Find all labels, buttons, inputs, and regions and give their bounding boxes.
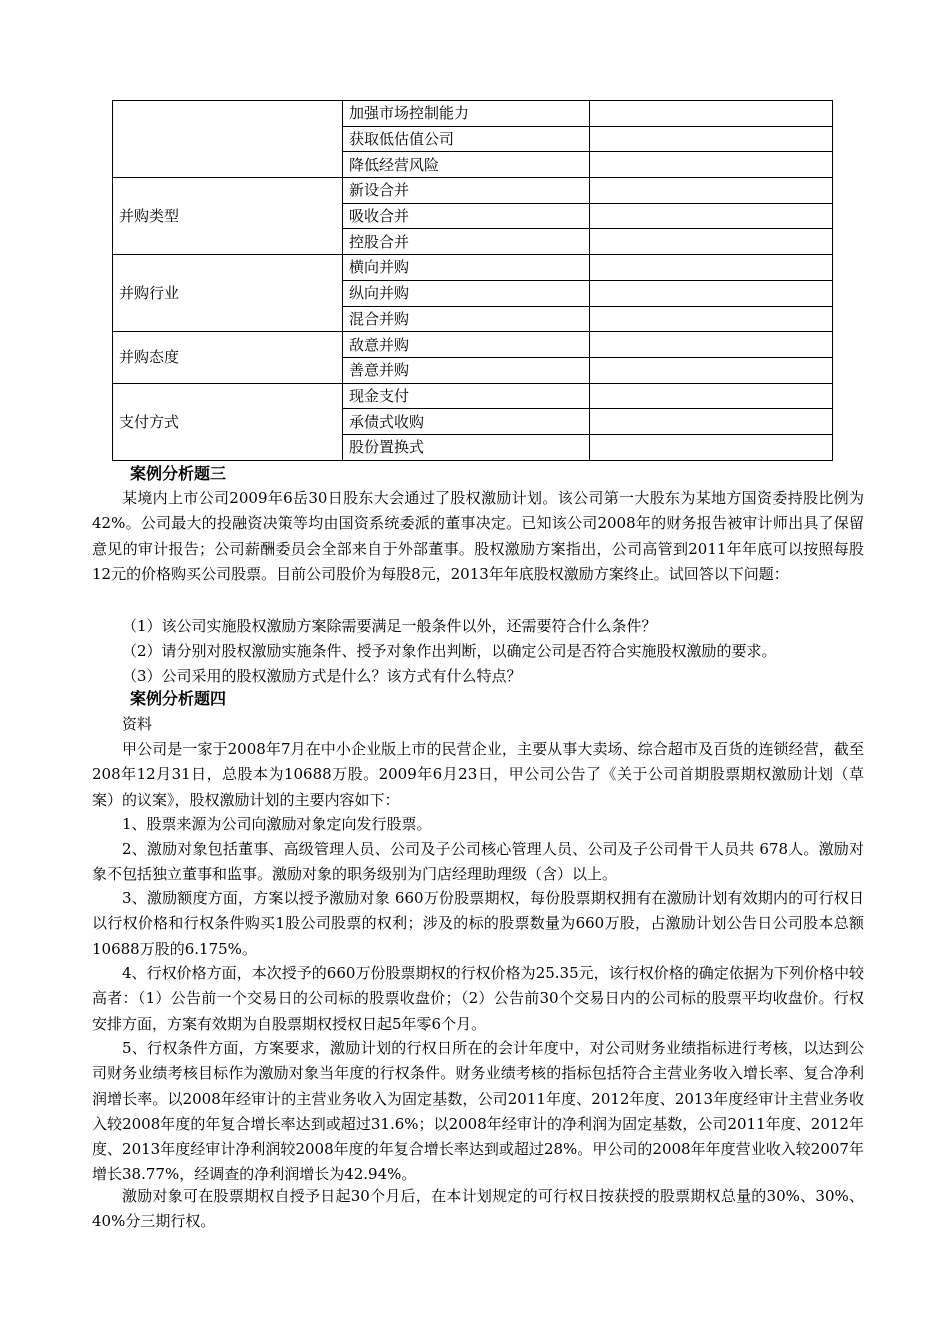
table-cell-answer <box>590 332 833 358</box>
merger-classification-table <box>112 100 833 461</box>
table-cell-answer <box>590 126 833 152</box>
case4-heading: 案例分析题四 <box>130 689 227 708</box>
case3-intro-paragraph: 某境内上市公司2009年6岳30日股东大会通过了股权激励计划。该公司第一大股东为某地方国资委持股比例为42%。公司最大的投融资决策等均由国资系统委派的董事决定。已知该公司2008年的财务报告被审计师出具了保留意见的审计报告；公司薪酬委员会全部来自于外部董事。股权激励方案指出，公司高管到2011年年底可以按照每股12元的价格购买公司股票。目前公司股价为每股8元，2013年年底股权激励方案终止。试回答以下问题： <box>92 489 864 583</box>
table-cell-item: 获取低估值公司 <box>343 126 590 152</box>
table-row <box>113 101 833 127</box>
table-cell-answer <box>590 203 833 229</box>
case3-heading: 案例分析题三 <box>130 464 227 483</box>
table-row <box>113 178 833 204</box>
table-cell-item: 吸收合并 <box>343 203 590 229</box>
case3-question-1: （1）该公司实施股权激励方案除需要满足一般条件以外，还需要符合什么条件？ <box>122 617 657 635</box>
case3-question-3: （3）公司采用的股权激励方式是什么？该方式有什么特点？ <box>122 667 522 685</box>
table-cell-item: 降低经营风险 <box>343 152 590 178</box>
case4-paragraph-3: 2、激励对象包括董事、高级管理人员、公司及子公司核心管理人员、公司及子公司骨干人员共 678人。激励对象不包括独立董事和监事。激励对象的职务级别为门店经理助理级（含）以上。 <box>92 840 864 884</box>
table-cell-item: 混合并购 <box>343 306 590 332</box>
table-cell-category: 支付方式 <box>113 383 343 460</box>
table-cell-answer <box>590 255 833 281</box>
table-cell-item: 控股合并 <box>343 229 590 255</box>
table-cell-answer <box>590 152 833 178</box>
table-row <box>113 255 833 281</box>
case3-question-2: （2）请分别对股权激励实施条件、授予对象作出判断，以确定公司是否符合实施股权激励的要求。 <box>122 642 777 660</box>
table-cell-item: 纵向并购 <box>343 280 590 306</box>
table-row <box>113 332 833 358</box>
table-cell-category: 并购态度 <box>113 332 343 383</box>
table-row <box>113 383 833 409</box>
case4-paragraph-2: 1、股票来源为公司向激励对象定向发行股票。 <box>122 815 432 833</box>
table-cell-category <box>113 101 343 178</box>
table-cell-answer <box>590 434 833 460</box>
case4-paragraph-4: 3、激励额度方面，方案以授予激励对象 660万份股票期权，每份股票期权拥有在激励计划有效期内的可行权日以行权价格和行权条件购买1股公司股票的权利；涉及的标的股票数量为660万股，占激励计划公告日公司股本总额10688万股的6.175%。 <box>92 889 864 958</box>
table-cell-answer <box>590 229 833 255</box>
case4-paragraph-6: 5、行权条件方面，方案要求，激励计划的行权日所在的会计年度中，对公司财务业绩指标进行考核，以达到公司财务业绩考核目标作为激励对象当年度的行权条件。财务业绩考核的指标包括符合主营业务收入增长率、复合净利润增长率。以2008年经审计的主营业务收入为固定基数，公司2011年度、2012年度、2013年度经审计主营业务收入较2008年度的年复合增长率达到或超过31.6%；以2008年经审计的净利润为固定基数，公司2011年度、2012年度、2013年度经审计净利润较2008年度的年复合增长率达到或超过28%。甲公司的2008年年度营业收入较2007年增长38.77%，经调查的净利润增长为42.94%。 <box>92 1039 864 1184</box>
case4-paragraph-5: 4、行权价格方面，本次授予的660万份股票期权的行权价格为25.35元，该行权价格的确定依据为下列价格中较高者：（1）公告前一个交易日的公司标的股票收盘价；（2）公告前30个交易日内的公司标的股票平均收盘价。行权安排方面，方案有效期为自股票期权授权日起5年零6个月。 <box>92 964 864 1033</box>
case4-paragraph-7: 激励对象可在股票期权自授予日起30个月后，在本计划规定的可行权日按获授的股票期权总量的30%、30%、40%分三期行权。 <box>92 1187 864 1231</box>
table-cell-answer <box>590 409 833 435</box>
table-cell-item: 现金支付 <box>343 383 590 409</box>
table-cell-answer <box>590 357 833 383</box>
table-cell-answer <box>590 280 833 306</box>
table-cell-item: 新设合并 <box>343 178 590 204</box>
table-cell-answer <box>590 306 833 332</box>
case4-material-label: 资料 <box>122 715 153 733</box>
case4-paragraph-1: 甲公司是一家于2008年7月在中小企业版上市的民营企业，主要从事大卖场、综合超市及百货的连锁经营，截至208年12月31日，总股本为10688万股。2009年6月23日，甲公司公告了《关于公司首期股票期权激励计划（草案）的议案》，股权激励计划的主要内容如下： <box>92 740 864 809</box>
table-cell-answer <box>590 383 833 409</box>
table-cell-item: 善意并购 <box>343 357 590 383</box>
table-cell-category: 并购类型 <box>113 178 343 255</box>
table-cell-item: 横向并购 <box>343 255 590 281</box>
table-cell-item: 承债式收购 <box>343 409 590 435</box>
table-cell-item: 敌意并购 <box>343 332 590 358</box>
table-cell-answer <box>590 178 833 204</box>
table-cell-answer <box>590 101 833 127</box>
table-cell-item: 加强市场控制能力 <box>343 101 590 127</box>
table-cell-item: 股份置换式 <box>343 434 590 460</box>
table-cell-category: 并购行业 <box>113 255 343 332</box>
